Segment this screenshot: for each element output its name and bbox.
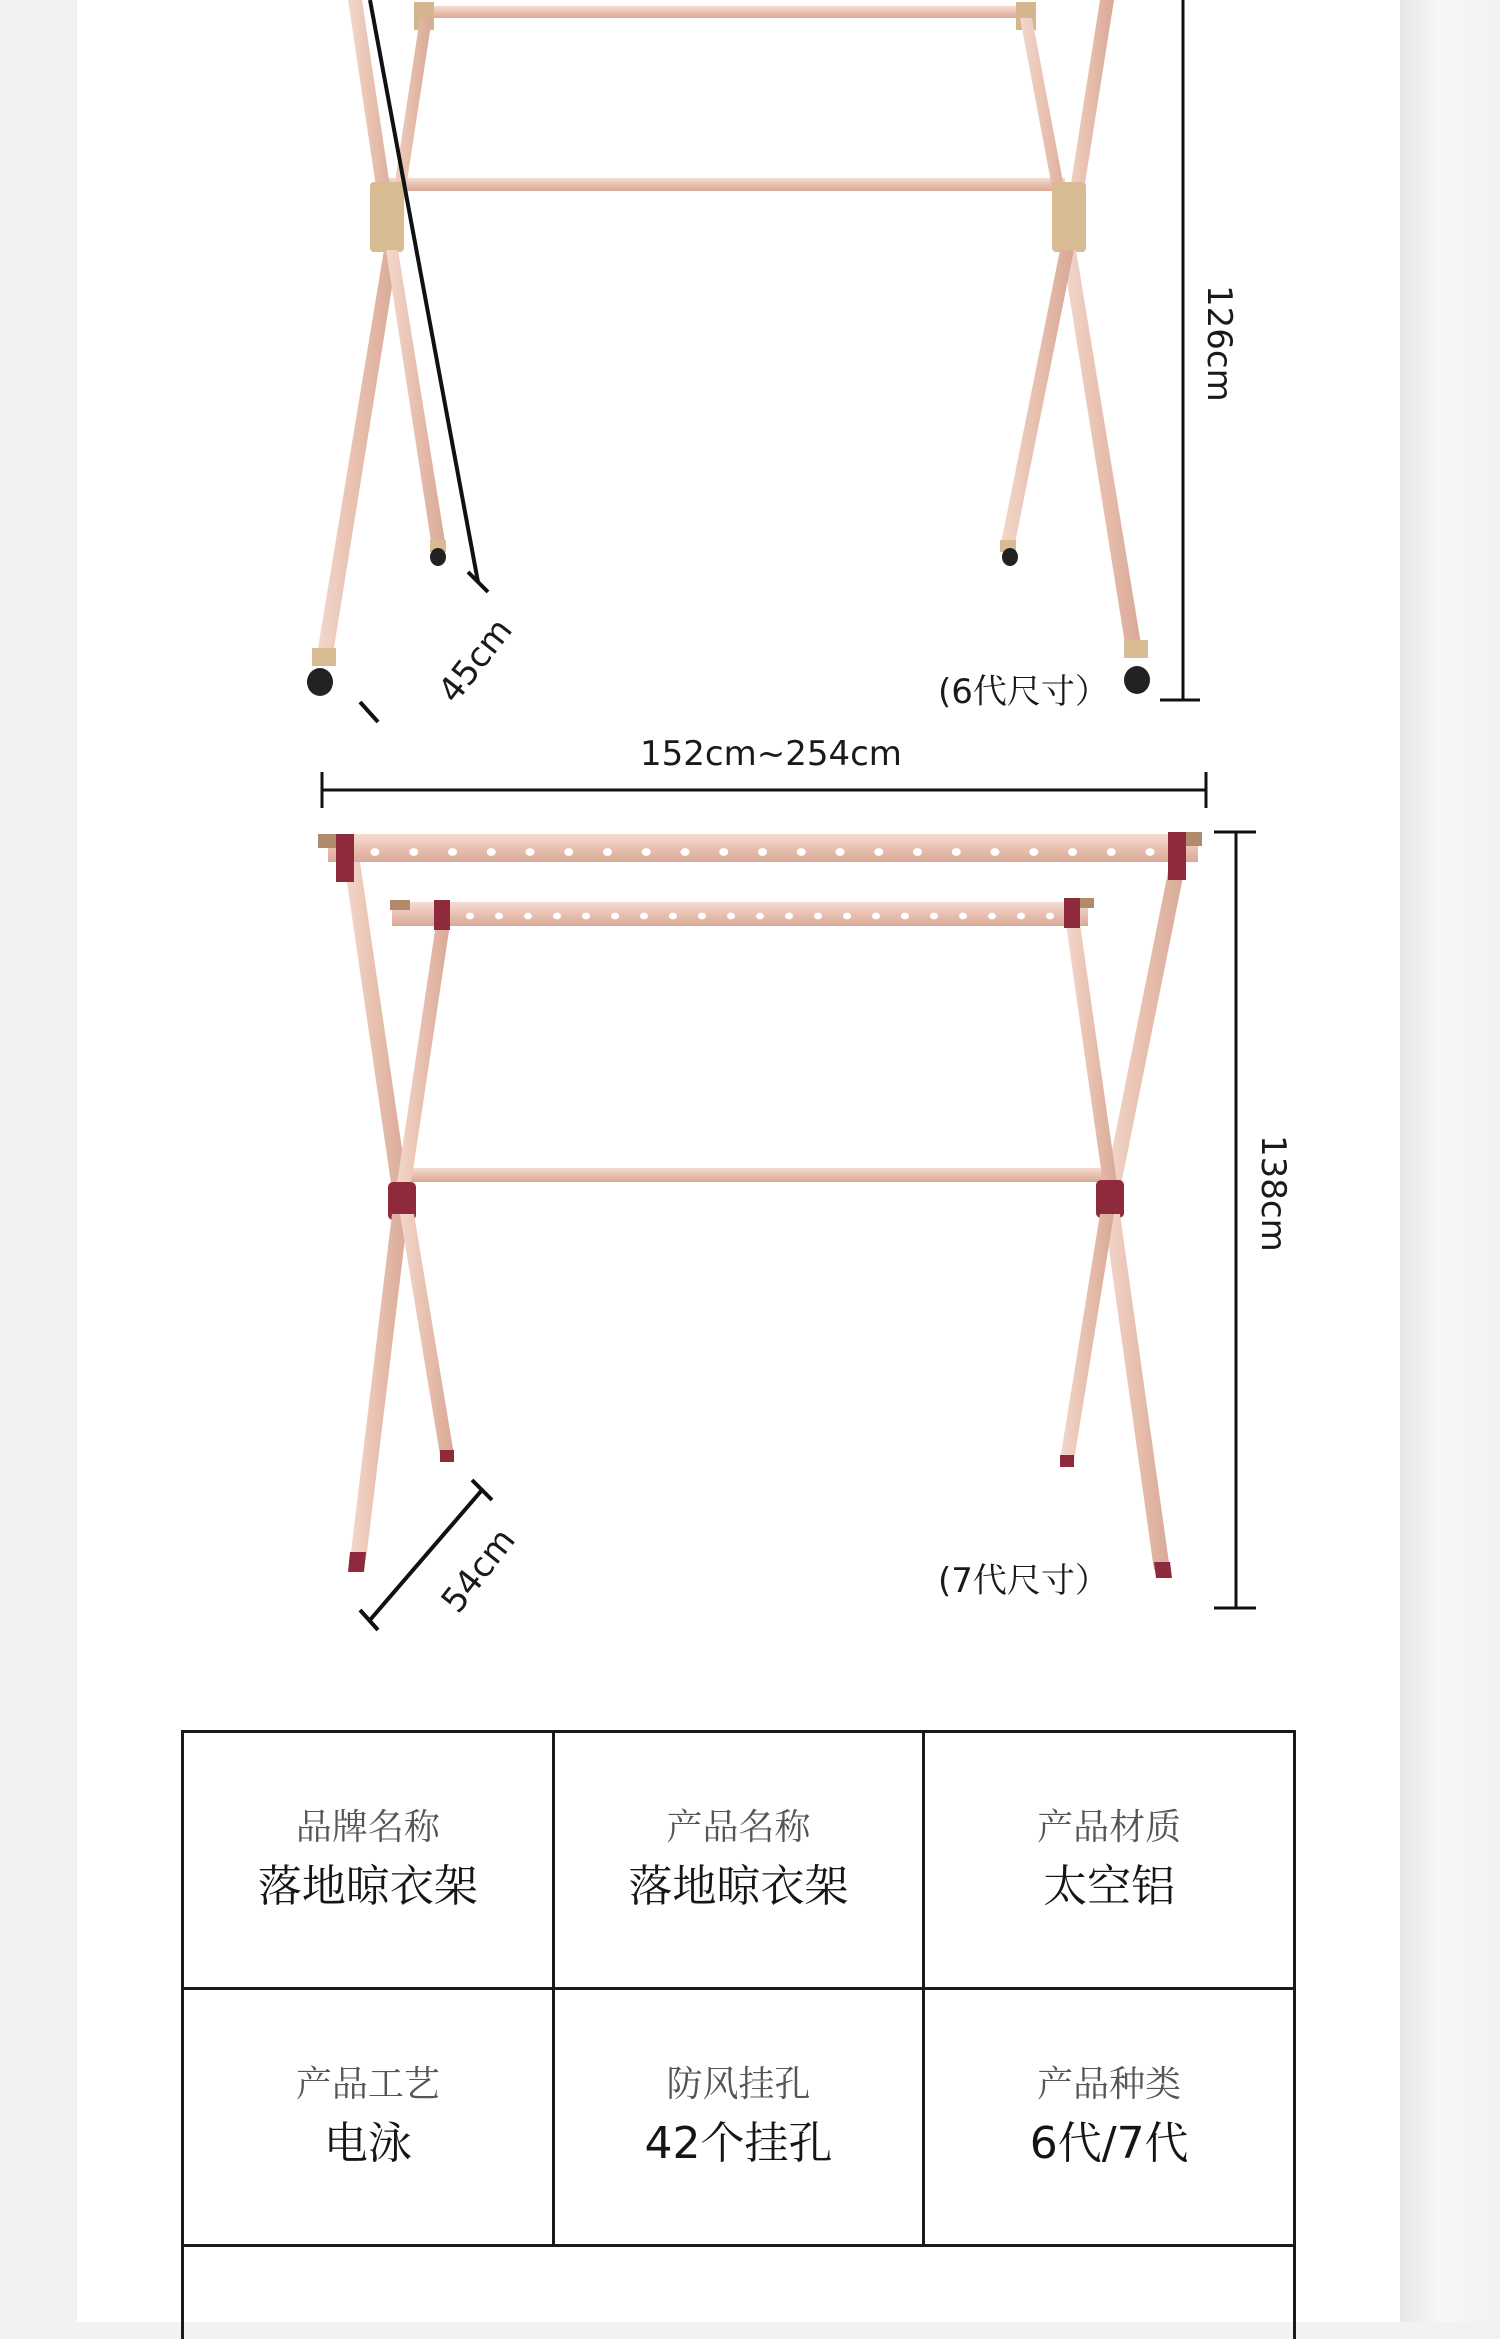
- rail-hole: [611, 913, 619, 920]
- rail-hole: [526, 848, 535, 856]
- gen7-bracket-mid-right: [1064, 898, 1080, 928]
- rail-hole: [553, 913, 561, 920]
- gen6-wheel-left-back: [430, 548, 446, 566]
- spec-cell-empty: [183, 2246, 1295, 2339]
- rail-hole: [959, 913, 967, 920]
- gen7-leg-lower-right-back: [1060, 1214, 1114, 1460]
- rail-hole: [836, 848, 845, 856]
- rail-hole: [669, 913, 677, 920]
- spec-value: 落地晾衣架: [184, 1860, 552, 1914]
- rail-hole: [1017, 913, 1025, 920]
- gen6-joint-right: [1052, 182, 1086, 252]
- spec-row: [183, 1989, 1295, 2246]
- rail-hole: [991, 848, 1000, 856]
- gen6-size-caption: (6代尺寸）: [938, 672, 1109, 712]
- gen7-width-label: 152cm~254cm: [640, 734, 902, 774]
- gen7-second-rail-end-left: [390, 900, 410, 910]
- spec-cell-hang-holes: [553, 1989, 924, 2246]
- rail-hole: [487, 848, 496, 856]
- gen7-leg-upper-left-b: [396, 924, 450, 1190]
- gen7-size-caption: (7代尺寸）: [938, 1561, 1109, 1601]
- gen7-foot-left-front: [348, 1552, 366, 1572]
- rail-hole: [988, 913, 996, 920]
- spec-label: 产品种类: [925, 2063, 1293, 2107]
- gen7-leg-lower-right-front: [1104, 1214, 1170, 1570]
- rail-hole: [843, 913, 851, 920]
- spec-value: 落地晾衣架: [555, 1860, 923, 1914]
- gen7-leg-upper-right-a: [1104, 862, 1186, 1190]
- gen6-wheel-right-back: [1002, 548, 1018, 566]
- spec-cell-brand: [183, 1732, 554, 1989]
- rail-hole: [874, 848, 883, 856]
- rail-hole: [1029, 848, 1038, 856]
- gen6-foot-cap-right-front: [1124, 640, 1148, 658]
- rail-hole: [466, 913, 474, 920]
- gen7-rack: [318, 832, 1202, 1578]
- gen7-joint-right: [1096, 1180, 1124, 1218]
- gen6-foot-cap-left-front: [312, 648, 336, 666]
- gen7-leg-lower-left-back: [400, 1214, 454, 1455]
- rail-hole: [797, 848, 806, 856]
- rail-hole: [371, 848, 380, 856]
- gen6-joint-left: [370, 182, 404, 252]
- gen6-leg-lower-left-back: [386, 250, 446, 548]
- gen7-foot-right-front: [1154, 1562, 1172, 1578]
- gen6-middle-rail: [385, 178, 1065, 191]
- gen7-height-dimension: [1214, 832, 1256, 1608]
- gen7-lower-rail: [400, 1168, 1106, 1182]
- gen6-leg-lower-right-front: [1062, 250, 1142, 650]
- gen6-leg-lower-right-back: [1000, 250, 1074, 548]
- gen7-bracket-top-right: [1168, 832, 1186, 880]
- gen7-foot-right-back: [1060, 1455, 1074, 1467]
- rail-hole: [952, 848, 961, 856]
- rail-hole: [603, 848, 612, 856]
- rail-hole: [1107, 848, 1116, 856]
- rail-hole: [642, 848, 651, 856]
- spec-value: 6代/7代: [925, 2117, 1293, 2171]
- gen7-second-rail-holes: [466, 913, 1054, 920]
- rail-hole: [727, 913, 735, 920]
- spec-cell-process: [183, 1989, 554, 2246]
- gen7-height-label: 138cm: [1253, 1135, 1293, 1252]
- gen6-wheel-left-front: [307, 668, 333, 696]
- spec-value: 太空铝: [925, 1860, 1293, 1914]
- gen7-depth-label: 54cm: [434, 1521, 524, 1621]
- spec-label: 产品材质: [925, 1806, 1293, 1850]
- spec-value: 42个挂孔: [555, 2117, 923, 2171]
- gen7-bracket-top-left: [336, 834, 354, 882]
- rail-hole: [872, 913, 880, 920]
- rail-hole: [901, 913, 909, 920]
- rail-hole: [1046, 913, 1054, 920]
- gen7-top-rail: [328, 834, 1198, 862]
- spec-label: 产品名称: [555, 1806, 923, 1850]
- spec-row: [183, 1732, 1295, 1989]
- spec-cell-variant: [924, 1989, 1295, 2246]
- spec-cell-material: [924, 1732, 1295, 1989]
- rail-hole: [524, 913, 532, 920]
- gen7-leg-lower-left-front: [350, 1214, 408, 1560]
- gen7-leg-upper-right-b: [1066, 924, 1118, 1190]
- gen6-top-rail: [420, 6, 1030, 18]
- spec-label: 产品工艺: [184, 2063, 552, 2107]
- spec-cell-product-name: [553, 1732, 924, 1989]
- rail-hole: [495, 913, 503, 920]
- rail-hole: [582, 913, 590, 920]
- rail-hole: [814, 913, 822, 920]
- gen7-bracket-mid-left: [434, 900, 450, 930]
- rail-hole: [564, 848, 573, 856]
- rail-hole: [1068, 848, 1077, 856]
- gen6-depth-label: 45cm: [431, 611, 521, 711]
- gen6-height-label: 126cm: [1199, 285, 1239, 402]
- rail-hole: [758, 848, 767, 856]
- spec-table: [181, 1730, 1296, 2339]
- rail-hole: [719, 848, 728, 856]
- rail-hole: [930, 913, 938, 920]
- rail-hole: [698, 913, 706, 920]
- rail-hole: [681, 848, 690, 856]
- rail-hole: [409, 848, 418, 856]
- gen7-foot-left-back: [440, 1450, 454, 1462]
- rail-hole: [913, 848, 922, 856]
- gen6-leg-lower-left-front: [316, 250, 398, 660]
- spec-label: 防风挂孔: [555, 2063, 923, 2107]
- gen7-top-rail-holes: [371, 848, 1155, 856]
- gen7-width-dimension: [322, 772, 1206, 808]
- gen6-wheel-right-front: [1124, 666, 1150, 694]
- spec-row-empty: [183, 2246, 1295, 2339]
- rail-hole: [448, 848, 457, 856]
- gen7-top-rail-end-left: [318, 834, 338, 848]
- rail-hole: [756, 913, 764, 920]
- spec-label: 品牌名称: [184, 1806, 552, 1850]
- gen6-height-dimension: [1160, 0, 1200, 700]
- spec-value: 电泳: [184, 2117, 552, 2171]
- rail-hole: [1146, 848, 1155, 856]
- rail-hole: [640, 913, 648, 920]
- rail-hole: [785, 913, 793, 920]
